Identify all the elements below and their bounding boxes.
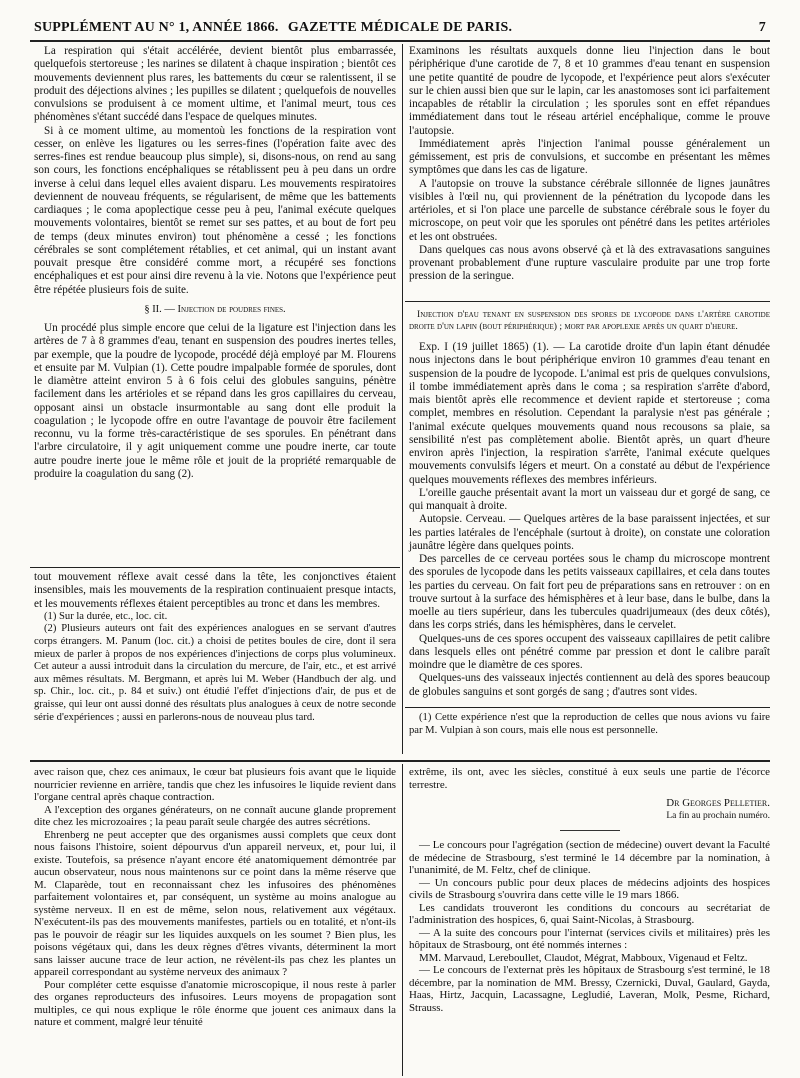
continued-note: tout mouvement réflexe avait cessé dans la tête, les conjonctives étaient insensibles, mais les mouvements de la respiration continuaient presque intacts, et les mouvements réflexes étaient perceptibles au tronc et dans les membres. — [34, 571, 396, 610]
paragraph: A l'exception des organes générateurs, on ne connaît aucune glande proprement dite chez les microzoaires ; la peau paraît seule chargée des autres sécrétions. — [34, 803, 396, 828]
left-column-footnotes — [34, 571, 396, 724]
news-item: — A la suite des concours pour l'internat (services civils et militaires) près les hôpitaux de Strasbourg, ont été nommés internes : — [409, 926, 770, 951]
paragraph: Autopsie. Cerveau. — Quelques artères de la base paraissent injectées, et sur les parties latérales de l'encéphale (surtout à droite), on constate une coloration jaunâtre légère dans quelques points. — [409, 513, 770, 552]
column-divider-top — [402, 44, 403, 754]
left-footnote-rule — [30, 567, 400, 568]
paragraph: Si à ce moment ultime, au momentoù les fonctions de la respiration vont cesser, on enlève les ligatures ou les serres-fines (l'opération faite avec des serres-fines est rendue beaucoup plus simple), si, disons-nous, on rend au sang son cours, les fonctions encéphaliques se rétablissent peu à peu dans un ordre inverse à celui dans lequel elles avaient disparu. Les mouvements respiratoires deviennent de nouveau fréquents, se régularisent, de même que les battements cardiaques ; le coma apoplectique cesse peu à peu, l'animal exécute quelques mouvements volontaires, bientôt se remet sur ses pattes, et au bout de fort peu de temps (deux minutes environ) tout phénomène a cessé ; les fonctions cérébrales se sont complétement rétablies, et cet animal, qui un instant avant pouvait presque être considéré comme mort, a récupéré ses fonctions encéphaliques et est pour ainsi dire revenu à la vie. Notons que l'expérience peut être répétée plusieurs fois de suite. — [34, 124, 396, 296]
paragraph: avec raison que, chez ces animaux, le cœur bat plusieurs fois avant que le liquide nourricier revienne en arrière, tandis que chez les infusoires le liquide revient dans l'organe central après chaque contraction. — [34, 766, 396, 803]
section-heading: § II. — Injection de poudres fines. — [144, 303, 286, 315]
author-signature: Dr Georges Pelletier. — [666, 797, 770, 809]
paragraph: A l'autopsie on trouve la substance cérébrale sillonnée de lignes jaunâtres visibles à l'œil nu, qui proviennent de la pénétration du lycopode dans les artérioles, et si l'on place une parcelle de substance cérébrale sous le foyer du microscope, on peut voir que les sporules ont pénétré dans les petites artérioles et les ont obstruées. — [409, 177, 770, 243]
left-column-top — [34, 45, 396, 481]
footnote: (1) Sur la durée, etc., loc. cit. — [44, 610, 168, 622]
paragraph: Pour compléter cette esquisse d'anatomie microscopique, il nous reste à parler des organes reproducteurs des infusoires. Leurs moyens de propagation sont multiples, ce qui nous explique le rôle énorme que jouent ces animaux dans la nature et comment, malgré leur ténuité — [34, 978, 396, 1028]
footnote: (1) Cette expérience n'est que la reproduction de celles que nous avions vu faire par M. Vulpian à son cours, mais elle nous est personnelle. — [409, 712, 770, 736]
right-footnote-rule — [405, 707, 770, 708]
news-separator — [560, 830, 620, 831]
header-rule — [30, 40, 770, 42]
news-item: Les candidats trouveront les conditions du concours au secrétariat de l'administration des hospices, 6, quai Saint-Nicolas, à Strasbourg. — [409, 901, 770, 926]
running-header — [34, 20, 766, 38]
experiment-caption: Injection d'eau tenant en suspension des spores de lycopode dans l'artère carotide droite d'un lapin (bout périphérique) ; mort par apoplexie après un quart d'heure. — [409, 309, 770, 332]
feuilleton-rule — [30, 760, 770, 762]
paragraph: Ehrenberg ne peut accepter que des organismes aussi complets que ceux dont nous faisons l'histoire, soient dépourvus d'un appareil nerveux, et, pour lui, il existe. Toutefois, sa présence n'ayant encore été anatomiquement démontrée par aucun observateur, nous nous maintenons sur ce point dans la même réserve que M. Claparède, tout en reconnaissant chez les infusoires des phénomènes parfaitement volontaires et, par conséquent, un système au moins analogue au système nerveux. Il en est de même, selon nous, relativement aux végétaux. N'exécutent-ils pas des mouvements manifestes, partiels ou en totalité, et n'ont-ils pas le pouvoir de réagir sur les liquides auxquels on les soumet ? Bien plus, les poisons végétaux qui, dans les deux règnes d'êtres vivants, déterminent la mort sans laisser aucune trace de leur action, ne révèlent-ils pas chez les plantes un appareil correspondant au système nerveux des animaux ? — [34, 828, 396, 978]
paragraph: Des parcelles de ce cerveau portées sous le champ du microscope montrent des sporules de lycopode dans les petits vaisseaux capillaires, et cela dans toutes les parties du cerveau. On fait fort peu de préparations sans en retrouver : on en trouve surtout à la surface des hémisphères et à leur base, dans le bulbe, dans la moelle au tiers supérieur, dans les tubercules quadrijumeaux (des deux côtés), dans les corps striés, dans les hémisphères, dans le cervelet. — [409, 553, 770, 632]
paragraph: Un procédé plus simple encore que celui de la ligature est l'injection dans les artères de 7 à 8 grammes d'eau, tenant en suspension des poudres inertes telles, par exemple, que la poudre de lycopode, procédé déjà employé par M. Flourens et ensuite par M. Vulpian (1). Cette poudre impalpable formée de sporules, dont le diamètre atteint environ 5 à 6 fois celui des globules sanguins, pénètre facilement dans les artérioles et se répand dans les gros capillaires du cerveau, opposant ainsi un obstacle insurmontable au sang dont elle produit la coagulation ; le lycopode offre en outre l'avantage de pouvoir être facilement reconnu, vu la forme très-caractéristique de ses sporules. En pénétrant dans l'arbre circulatoire, il y agit uniquement comme une poudre inerte, car toute autre poudre inerte joue le même rôle et jouit de la propriété remarquable de produire la coagulation du sang (2). — [34, 322, 396, 480]
paragraph: extrême, ils ont, avec les siècles, constitué à eux seuls une partie de l'écorce terrestre. — [409, 766, 770, 791]
to-be-continued-note: La fin au prochain numéro. — [666, 810, 770, 821]
header-journal-title: GAZETTE MÉDICALE DE PARIS. — [287, 20, 513, 35]
paragraph: L'oreille gauche présentait avant la mort un vaisseau dur et gorgé de sang, ce qui manquait à droite. — [409, 486, 770, 512]
right-column-top — [409, 45, 770, 284]
right-caption-rule — [405, 301, 770, 302]
feuilleton-left — [34, 766, 396, 1029]
header-page-number: 7 — [758, 20, 766, 35]
paragraph: Examinons les résultats auxquels donne lieu l'injection dans le bout périphérique d'une carotide de 7, 8 et 10 grammes d'eau tenant en suspension une petite quantité de poudre de lycopode, et l'expérience peut alors s'exécuter sur le chien aussi bien que sur le lapin, car les anastomoses sont ici parfaitement incapables de rétablir la circulation ; les sporules sont en effet répandues immédiatement dans tout le réseau artériel encéphalique, comme le prouve l'autopsie. — [409, 45, 770, 137]
news-item: MM. Marvaud, Lereboullet, Claudot, Mégrat, Mabboux, Vigenaud et Feltz. — [419, 951, 748, 964]
paragraph: Exp. I (19 juillet 1865) (1). — La carotide droite d'un lapin étant dénudée nous injectons dans le bout périphérique environ 10 grammes d'eau tenant en suspension de la poudre de lycopode. L'animal est pris de quelques convulsions, il tombe immédiatement après dans le coma ; sa respiration s'arrête d'abord, mais bientôt après elle recommence et devient rapide et stertoreuse ; coma complet, membres en résolution. Cependant la paralysie n'est pas générale ; l'animal exécute quelques mouvements quand nous recousons sa plaie, sa sensibilité n'est pas complètement abolie. Bientôt après, un quart d'heure environ après l'injection, la respiration s'arrête, l'animal exécute quelques mouvements convulsifs légers et meurt. On a constaté au début de l'expérience quelques mouvements réflexes des membres inférieurs. — [409, 341, 770, 486]
paragraph: La respiration qui s'était accélérée, devient bientôt plus embarrassée, quelquefois stertoreuse ; les narines se dilatent à chaque inspiration ; bientôt ces mouvements deviennent plus rares, les battements du cœur se ralentissent, il se produit des déjections alvines ; les pupilles se dilatent ; quelquefois de nouvelles convulsions se produisent à ce moment ultime, et l'animal meurt, tous ces phénomènes s'étant succédé dans l'espace de quelques minutes. — [34, 45, 396, 124]
footnote: (2) Plusieurs auteurs ont fait des expériences analogues en se servant d'autres corps étrangers. M. Panum (loc. cit.) a choisi de petites boules de cire, dont il sera mieux de parler à propos de nos expériences d'injections de corps plus volumineux. Cet auteur a aussi introduit dans la circulation du mercure, de l'air, etc., et est arrivé aux mêmes résultats. M. Bergmann, et après lui M. Weber (Handbuch der alg. und sp. Chir., loc. cit., p. 84 et suiv.) ont étudié l'effet d'injections d'air, de pus et de graisse, qui leur ont aussi donné des résultats plus analogues à ceux de notre seconde série d'expériences ; aussi en parlerons-nous de nouveau plus tard. — [34, 623, 396, 723]
right-footnote — [409, 712, 770, 737]
news-item: — Le concours pour l'agrégation (section de médecine) ouvert devant la Faculté de médecine de Strasbourg, s'est terminé le 14 décembre par la nomination, à l'unanimité, de M. Feltz, chef de clinique. — [409, 839, 770, 876]
news-item: — Le concours de l'externat près les hôpitaux de Strasbourg s'est terminé, le 18 décembre, par la nomination de MM. Bressy, Czernicki, Duval, Gaulard, Gayda, Haas, Hirtz, Jacquin, Lacassagne, Legludié, Laveran, Molk, Pesme, Richard, Strauss. — [409, 964, 770, 1014]
news-item: — Un concours public pour deux places de médecins adjoints des hospices civils de Strasbourg s'ouvrira dans cette ville le 19 mars 1866. — [409, 876, 770, 901]
paragraph: Quelques-uns de ces spores occupent des vaisseaux capillaires de petit calibre dans lesquels elles ont pénétré comme par pression et dont le calibre paraît moindre que le diamètre de ces spores. — [409, 632, 770, 671]
paragraph: Quelques-uns des vaisseaux injectés contiennent au delà des spores beaucoup de globules sanguins et sont gorgés de sang ; d'autres sont vides. — [409, 672, 770, 698]
header-supplement: SUPPLÉMENT AU N° 1, ANNÉE 1866. — [34, 20, 279, 35]
feuilleton-right — [409, 766, 770, 1014]
paragraph: Immédiatement après l'injection l'animal pousse généralement un gémissement, est pris de convulsions, et succombe en présentant les mêmes symptômes que dans les cas de ligature. — [409, 137, 770, 177]
paragraph: Dans quelques cas nous avons observé çà et là des extravasations sanguines provenant probablement d'une rupture vasculaire produite par une trop forte pression de la seringue. — [409, 243, 770, 283]
right-column-experiment — [409, 303, 770, 699]
column-divider-bottom — [402, 764, 403, 1076]
